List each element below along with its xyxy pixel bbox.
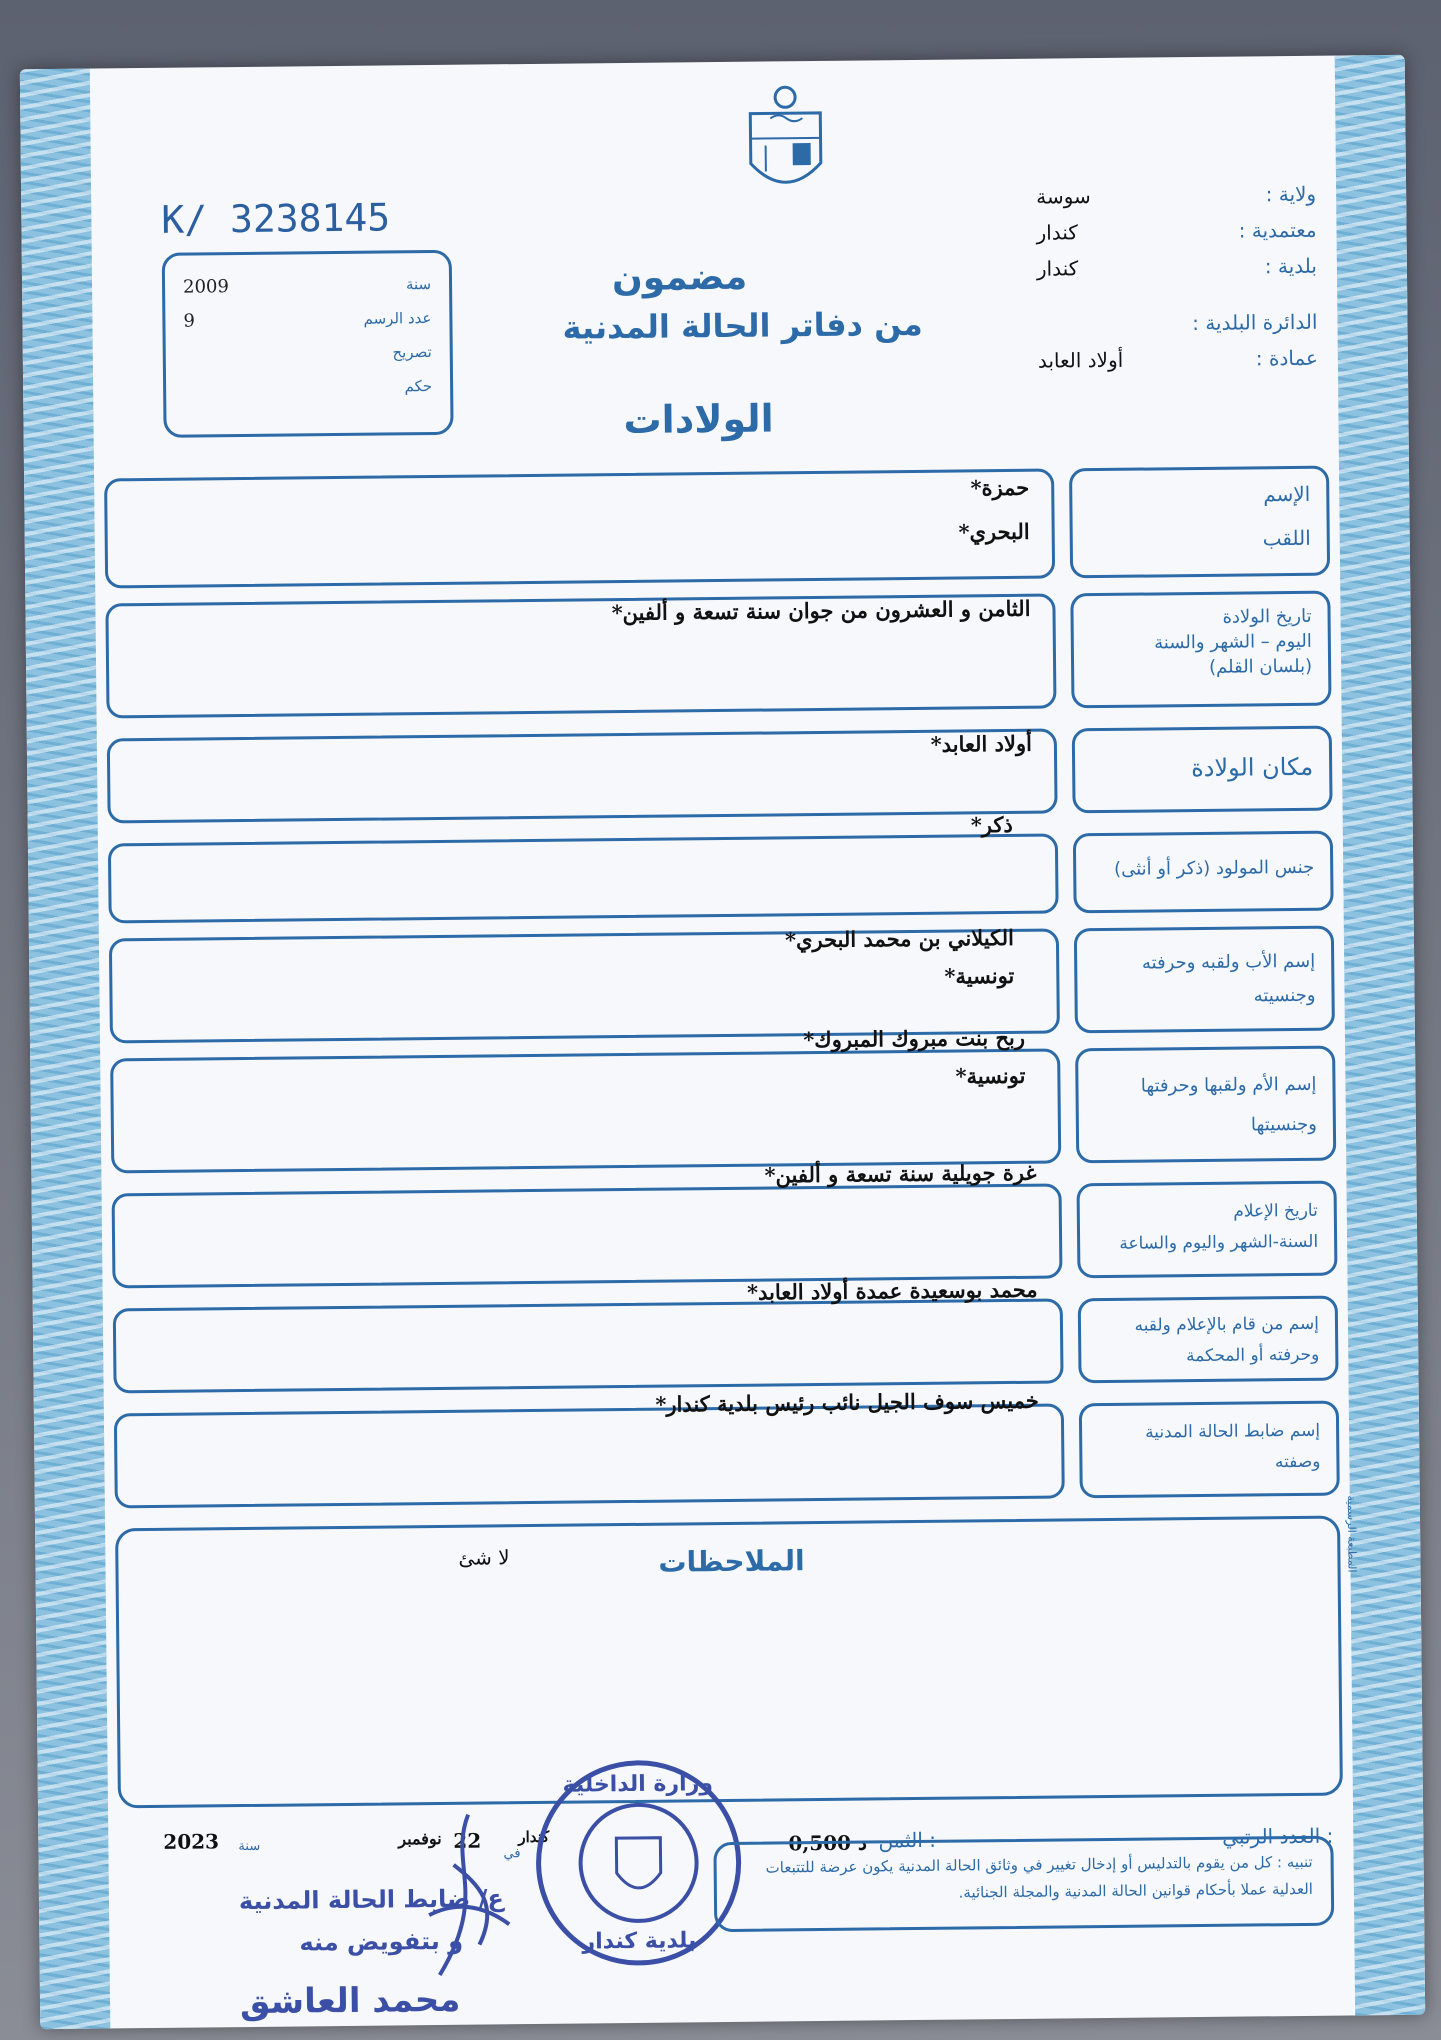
- imada-value: أولاد العابد: [1037, 347, 1124, 373]
- municipality-label: بلدية :: [1264, 253, 1318, 279]
- officer-label-1: إسم ضابط الحالة المدنية: [1145, 1420, 1321, 1443]
- mother-name-value: ربح بنت مبروك المبروك*: [803, 1024, 1026, 1053]
- seal-top-text: وزارة الداخلية: [562, 1771, 714, 1798]
- legal-warning-box: [713, 1836, 1334, 1932]
- father-label-2: وجنسيته: [1253, 984, 1316, 1007]
- row-mother: [110, 1024, 1336, 1174]
- mother-label-box: [1075, 1046, 1336, 1164]
- signature-title: ع/ ضابط الحالة المدنية: [238, 1884, 504, 1916]
- issue-place: كندار: [518, 1827, 550, 1847]
- issue-year: 2023: [163, 1829, 220, 1854]
- notes-value: لا شئ: [458, 1545, 510, 1570]
- last-name-value: البحري*: [958, 518, 1030, 545]
- row-declaration-date: [112, 1159, 1338, 1289]
- declaration-date-label-box: [1076, 1181, 1337, 1279]
- issue-month: نوفمبر: [398, 1828, 442, 1849]
- name-label-box: [1069, 466, 1330, 579]
- mother-value-box: [110, 1048, 1061, 1173]
- mother-nationality-value: تونسية*: [955, 1062, 1026, 1089]
- price-label: الثمن :: [878, 1827, 937, 1853]
- mother-label-2: وجنسيتها: [1250, 1113, 1317, 1136]
- header-admin-info: [996, 176, 1318, 379]
- sex-label-box: [1073, 831, 1334, 914]
- sex-value-box: [108, 833, 1059, 923]
- declaration-date-label-1: تاريخ الإعلام: [1233, 1200, 1318, 1222]
- signature-name: محمد العاشق: [239, 1979, 461, 2023]
- register-box: [162, 250, 454, 438]
- title-from-registers: من دفاتر الحالة المدنية: [562, 304, 923, 347]
- declaration-date-value: غرة جويلية سنة تسعة و ألفين*: [764, 1159, 1037, 1188]
- officer-value: خميس سوف الجيل نائب رئيس بلدية كندار*: [655, 1387, 1039, 1417]
- governorate-line: [996, 176, 1316, 215]
- declaration-date-label-2: السنة-الشهر واليوم والساعة: [1119, 1231, 1319, 1254]
- title-births: الولادات: [623, 396, 774, 443]
- deed-number-value: 9: [183, 309, 195, 332]
- register-year-label: سنة: [405, 275, 432, 294]
- price-value: 0,500 د: [788, 1830, 868, 1856]
- deed-number-label: عدد الرسم: [363, 309, 432, 328]
- handwritten-signature: [408, 1804, 530, 1985]
- declarant-label-1: إسم من قام بالإعلام ولقبه: [1134, 1313, 1320, 1336]
- officer-label-box: [1079, 1401, 1340, 1499]
- sex-label: جنس المولود (ذكر أو أنثى): [1114, 856, 1315, 880]
- notes-label: الملاحظات: [658, 1544, 805, 1579]
- printer-side-note: المطبعة الرسمية: [1344, 1495, 1359, 1573]
- birthplace-value-box: [107, 728, 1058, 823]
- district-line: [997, 304, 1317, 343]
- row-officer: [114, 1387, 1340, 1509]
- seal-bottom-text: بلدية كندار: [582, 1928, 697, 1955]
- birthdate-label-2: اليوم – الشهر والسنة: [1154, 630, 1312, 654]
- municipality-value: كندار: [1036, 256, 1079, 281]
- imada-line: [998, 340, 1318, 379]
- title-extract: مضمون: [611, 256, 748, 300]
- officer-value-box: [114, 1403, 1065, 1508]
- issue-day: 22: [453, 1828, 482, 1853]
- district-label: الدائرة البلدية :: [1192, 309, 1318, 336]
- father-label-1: إسم الأب ولقبه وحرفته: [1141, 950, 1316, 974]
- mother-label-1: إسم الأم ولقبها وحرفتها: [1140, 1073, 1317, 1097]
- document-body: [90, 56, 1359, 2029]
- delegation-line: [996, 212, 1316, 251]
- declarant-value: محمد بوسعيدة عمدة أولاد العابد*: [746, 1276, 1038, 1305]
- row-birthplace: [107, 726, 1333, 824]
- officer-label-2: وصفته: [1274, 1451, 1321, 1472]
- issue-year-label: سنة: [238, 1838, 261, 1855]
- legal-warning-text: تنبيه : كل من يقوم بالتدليس أو إدخال تغيير في وثائق الحالة المدنية يكون عرضة للتتبعات العدلية عملا بأحكام قوانين الحالة المدنية والمجلة الجنائية.: [765, 1852, 1313, 1902]
- surname-label: اللقب: [1262, 525, 1311, 551]
- governorate-label: ولاية :: [1265, 181, 1317, 207]
- declaration-row: [184, 335, 432, 372]
- issue-in-label: في: [503, 1846, 521, 1862]
- row-birthdate: [105, 591, 1331, 719]
- imada-label: عمادة :: [1255, 345, 1318, 371]
- register-year-value: 2009: [182, 275, 229, 298]
- father-label-box: [1074, 926, 1335, 1034]
- declarant-label-box: [1078, 1296, 1339, 1384]
- signature-delegation: و بتفويض منه: [299, 1926, 464, 1957]
- declarant-label-2: وحرفته أو المحكمة: [1185, 1344, 1320, 1366]
- register-year-row: [183, 267, 431, 304]
- register-number: K/ 3238145: [161, 195, 391, 242]
- father-nationality-value: تونسية*: [944, 962, 1015, 989]
- row-name: [104, 466, 1330, 589]
- first-name-value: حمزة*: [970, 474, 1030, 501]
- governorate-value: سوسة: [1036, 184, 1091, 209]
- row-sex: [108, 811, 1334, 924]
- judgment-label: حكم: [404, 377, 433, 396]
- sex-value: ذكر*: [970, 811, 1013, 838]
- birthdate-label-1: تاريخ الولادة: [1222, 605, 1312, 628]
- judgment-row: [184, 369, 432, 406]
- declaration-label: تصريح: [392, 343, 432, 362]
- birthplace-label: مكان الولادة: [1190, 752, 1314, 783]
- birthplace-value: أولاد العابد*: [930, 730, 1033, 757]
- row-declarant: [113, 1276, 1339, 1394]
- birthdate-value: الثامن و العشرون من جوان سنة تسعة و ألفين*: [611, 595, 1031, 626]
- serial-number-label: العدد الرتبي :: [1222, 1823, 1334, 1849]
- father-name-value: الكيلاني بن محمد البحري*: [784, 924, 1015, 953]
- birth-certificate-document: [20, 55, 1425, 2029]
- delegation-label: معتمدية :: [1238, 217, 1317, 243]
- declarant-value-box: [113, 1298, 1064, 1393]
- deed-number-row: [183, 301, 431, 338]
- municipality-line: [997, 248, 1317, 287]
- declaration-date-value-box: [112, 1183, 1063, 1288]
- birthdate-label-3: (بلسان القلم): [1208, 656, 1313, 679]
- birthdate-label-box: [1070, 591, 1331, 709]
- name-value-box: [104, 468, 1055, 588]
- coat-of-arms-emblem: [740, 83, 831, 204]
- delegation-value: كندار: [1036, 220, 1078, 245]
- name-label: الإسم: [1263, 481, 1311, 507]
- birthplace-label-box: [1072, 726, 1333, 814]
- row-father: [109, 926, 1335, 1044]
